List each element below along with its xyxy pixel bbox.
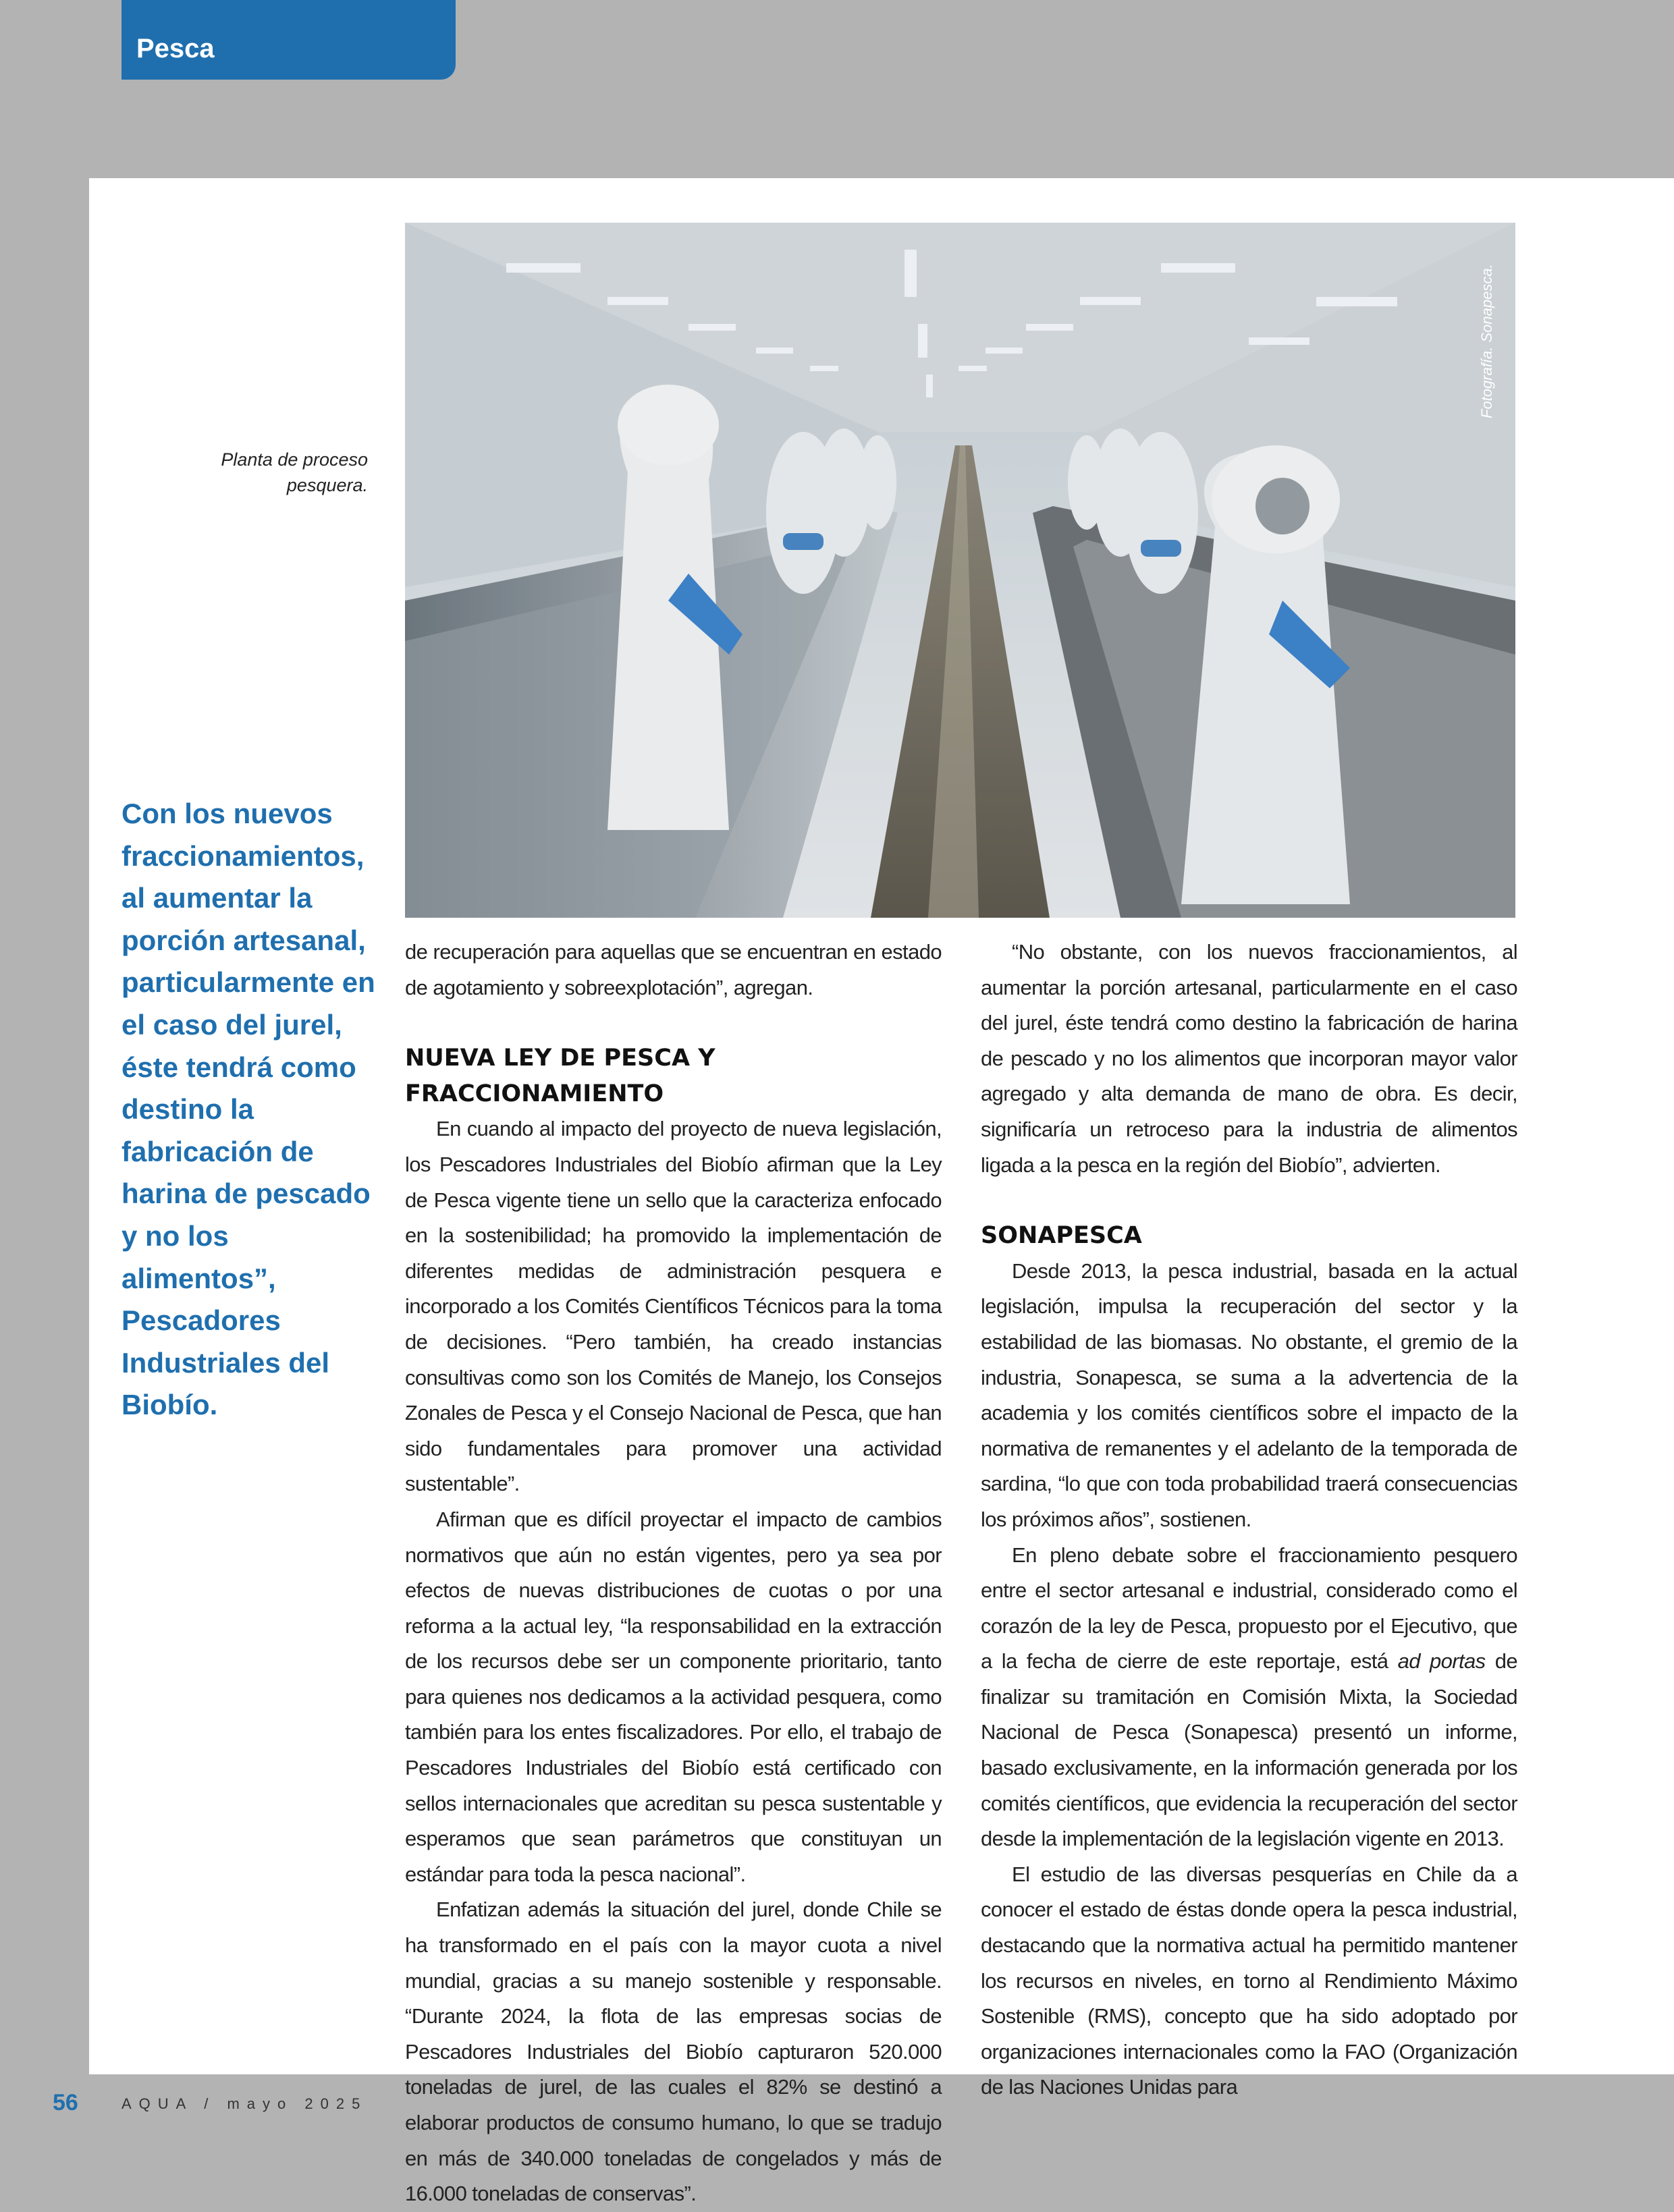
section-tab [122, 0, 456, 80]
section-heading: NUEVA LEY DE PESCA Y FRACCIONAMIENTO [405, 1045, 716, 1107]
paragraph-text: En pleno debate sobre el fraccionamiento pesquero entre el sector artesanal e industrial, considerado como el corazón de la ley de Pesca, propuesto por el Ejecutivo, que a la fecha de cierre de este reportaje, está [981, 1543, 1517, 1674]
paragraph-text: de finalizar su tramitación en Comisión Mixta, la Sociedad Nacional de Pesca (Sonapesca) presentó un informe, basado exclusivamente, en la información generada por los comités científicos, que evidencia la recuperación del sector desde la implementación de la legislación vigente en 2013. [981, 1649, 1518, 1851]
paragraph: El estudio de las diversas pesquerías en Chile da a conocer el estado de éstas donde opera la pesca industrial, destacando que la normativa actual ha permitido mantener los recursos en niveles, en torno al Rendimiento Máximo Sostenible (RMS), concepto que ha sido adoptado por organizaciones internacionales como la FAO (Organización de las Naciones Unidas para [981, 1862, 1517, 2099]
italic-phrase: ad portas [1397, 1649, 1486, 1674]
paragraph: Enfatizan además la situación del jurel, donde Chile se ha transformado en el país con la mayor cuota a nivel mundial, gracias a su manejo sostenible y responsable. “Durante 2024, la flota de las empresas socias de Pescadores Industriales del Biobío capturaron 520.000 toneladas de jurel, de las cuales el 82% se destinó a elaborar productos de consumo humano, lo que se tradujo en más de 340.000 toneladas de congelados y más de 16.000 toneladas de conservas”. [405, 1898, 942, 2206]
processing-plant-photo [405, 223, 1515, 918]
article-column-right [981, 935, 1517, 2105]
page-number: 56 [53, 2090, 78, 2116]
magazine-issue: AQUA / mayo 2025 [122, 2095, 368, 2112]
paragraph: En cuando al impacto del proyecto de nueva legislación, los Pescadores Industriales del Biobío afirman que la Ley de Pesca vigente tiene un sello que la caracteriza enfocado en la sostenibilidad; ha promovido la implementación de diferentes medidas de administración pesquera e incorporado a los Comités Científicos Técnicos para la toma de decisiones. “Pero también, ha creado instancias consultivas como son los Comités de Manejo, los Consejos Zonales de Pesca y el Consejo Nacional de Pesca, que han sido fundamentales para promover una actividad sustentable”. [405, 1117, 942, 1496]
photo-caption [202, 447, 368, 498]
paragraph: Desde 2013, la pesca industrial, basada en la actual legislación, impulsa la recuperación del sector y la estabilidad de las biomasas. No obstante, el gremio de la industria, Sonapesca, se suma a la advertencia de la academia y los comités científicos sobre el impacto de la normativa de remanentes y el adelanto de la temporada de sardina, “lo que con toda probabilidad traerá consecuencias los próximos años”, sostienen. [981, 1259, 1517, 1531]
paragraph: de recuperación para aquellas que se encuentran en estado de agotamiento y sobreexplotación”, agregan. [405, 940, 942, 999]
caption-line: pesquera. [286, 475, 368, 495]
photo-credit [1478, 378, 1496, 418]
section-heading: SONAPESCA [981, 1222, 1142, 1250]
paragraph: “No obstante, con los nuevos fraccionamientos, al aumentar la porción artesanal, particularmente en el caso del jurel, éste tendrá como destino la fabricación de harina de pescado y no los alimentos que incorporan mayor valor agregado y alta demanda de mano de obra. Es decir, significaría un retroceso para la industria de alimentos ligada a la pesca en la región del Biobío”, advierten. [981, 940, 1517, 1177]
paragraph [981, 1538, 1517, 1857]
pull-quote: Con los nuevos fraccionamientos, al aumentar la porción artesanal, particularmente en el caso del jurel, éste tendrá como destino la fabricación de harina de pescado y no los alimentos”, Pescadores Industriales del Biobío. [122, 798, 375, 1421]
caption-line: Planta de proceso [221, 449, 368, 470]
paragraph: Afirman que es difícil proyectar el impacto de cambios normativos que aún no están vigentes, pero ya sea por efectos de nuevas distribuciones de cuotas o por una reforma a la actual ley, “la responsabilidad en la extracción de los recursos debe ser un componente prioritario, tanto para quienes nos dedicamos a la actividad pesquera, como también para los entes fiscalizadores. Por ello, el trabajo de Pescadores Industriales del Biobío está certificado con sellos internacionales que acreditan su pesca sustentable y esperamos que sean parámetros que constituyan un estándar para toda la pesca nacional”. [405, 1507, 942, 1886]
article-column-left [405, 935, 942, 2212]
section-label: Pesca [136, 34, 215, 63]
